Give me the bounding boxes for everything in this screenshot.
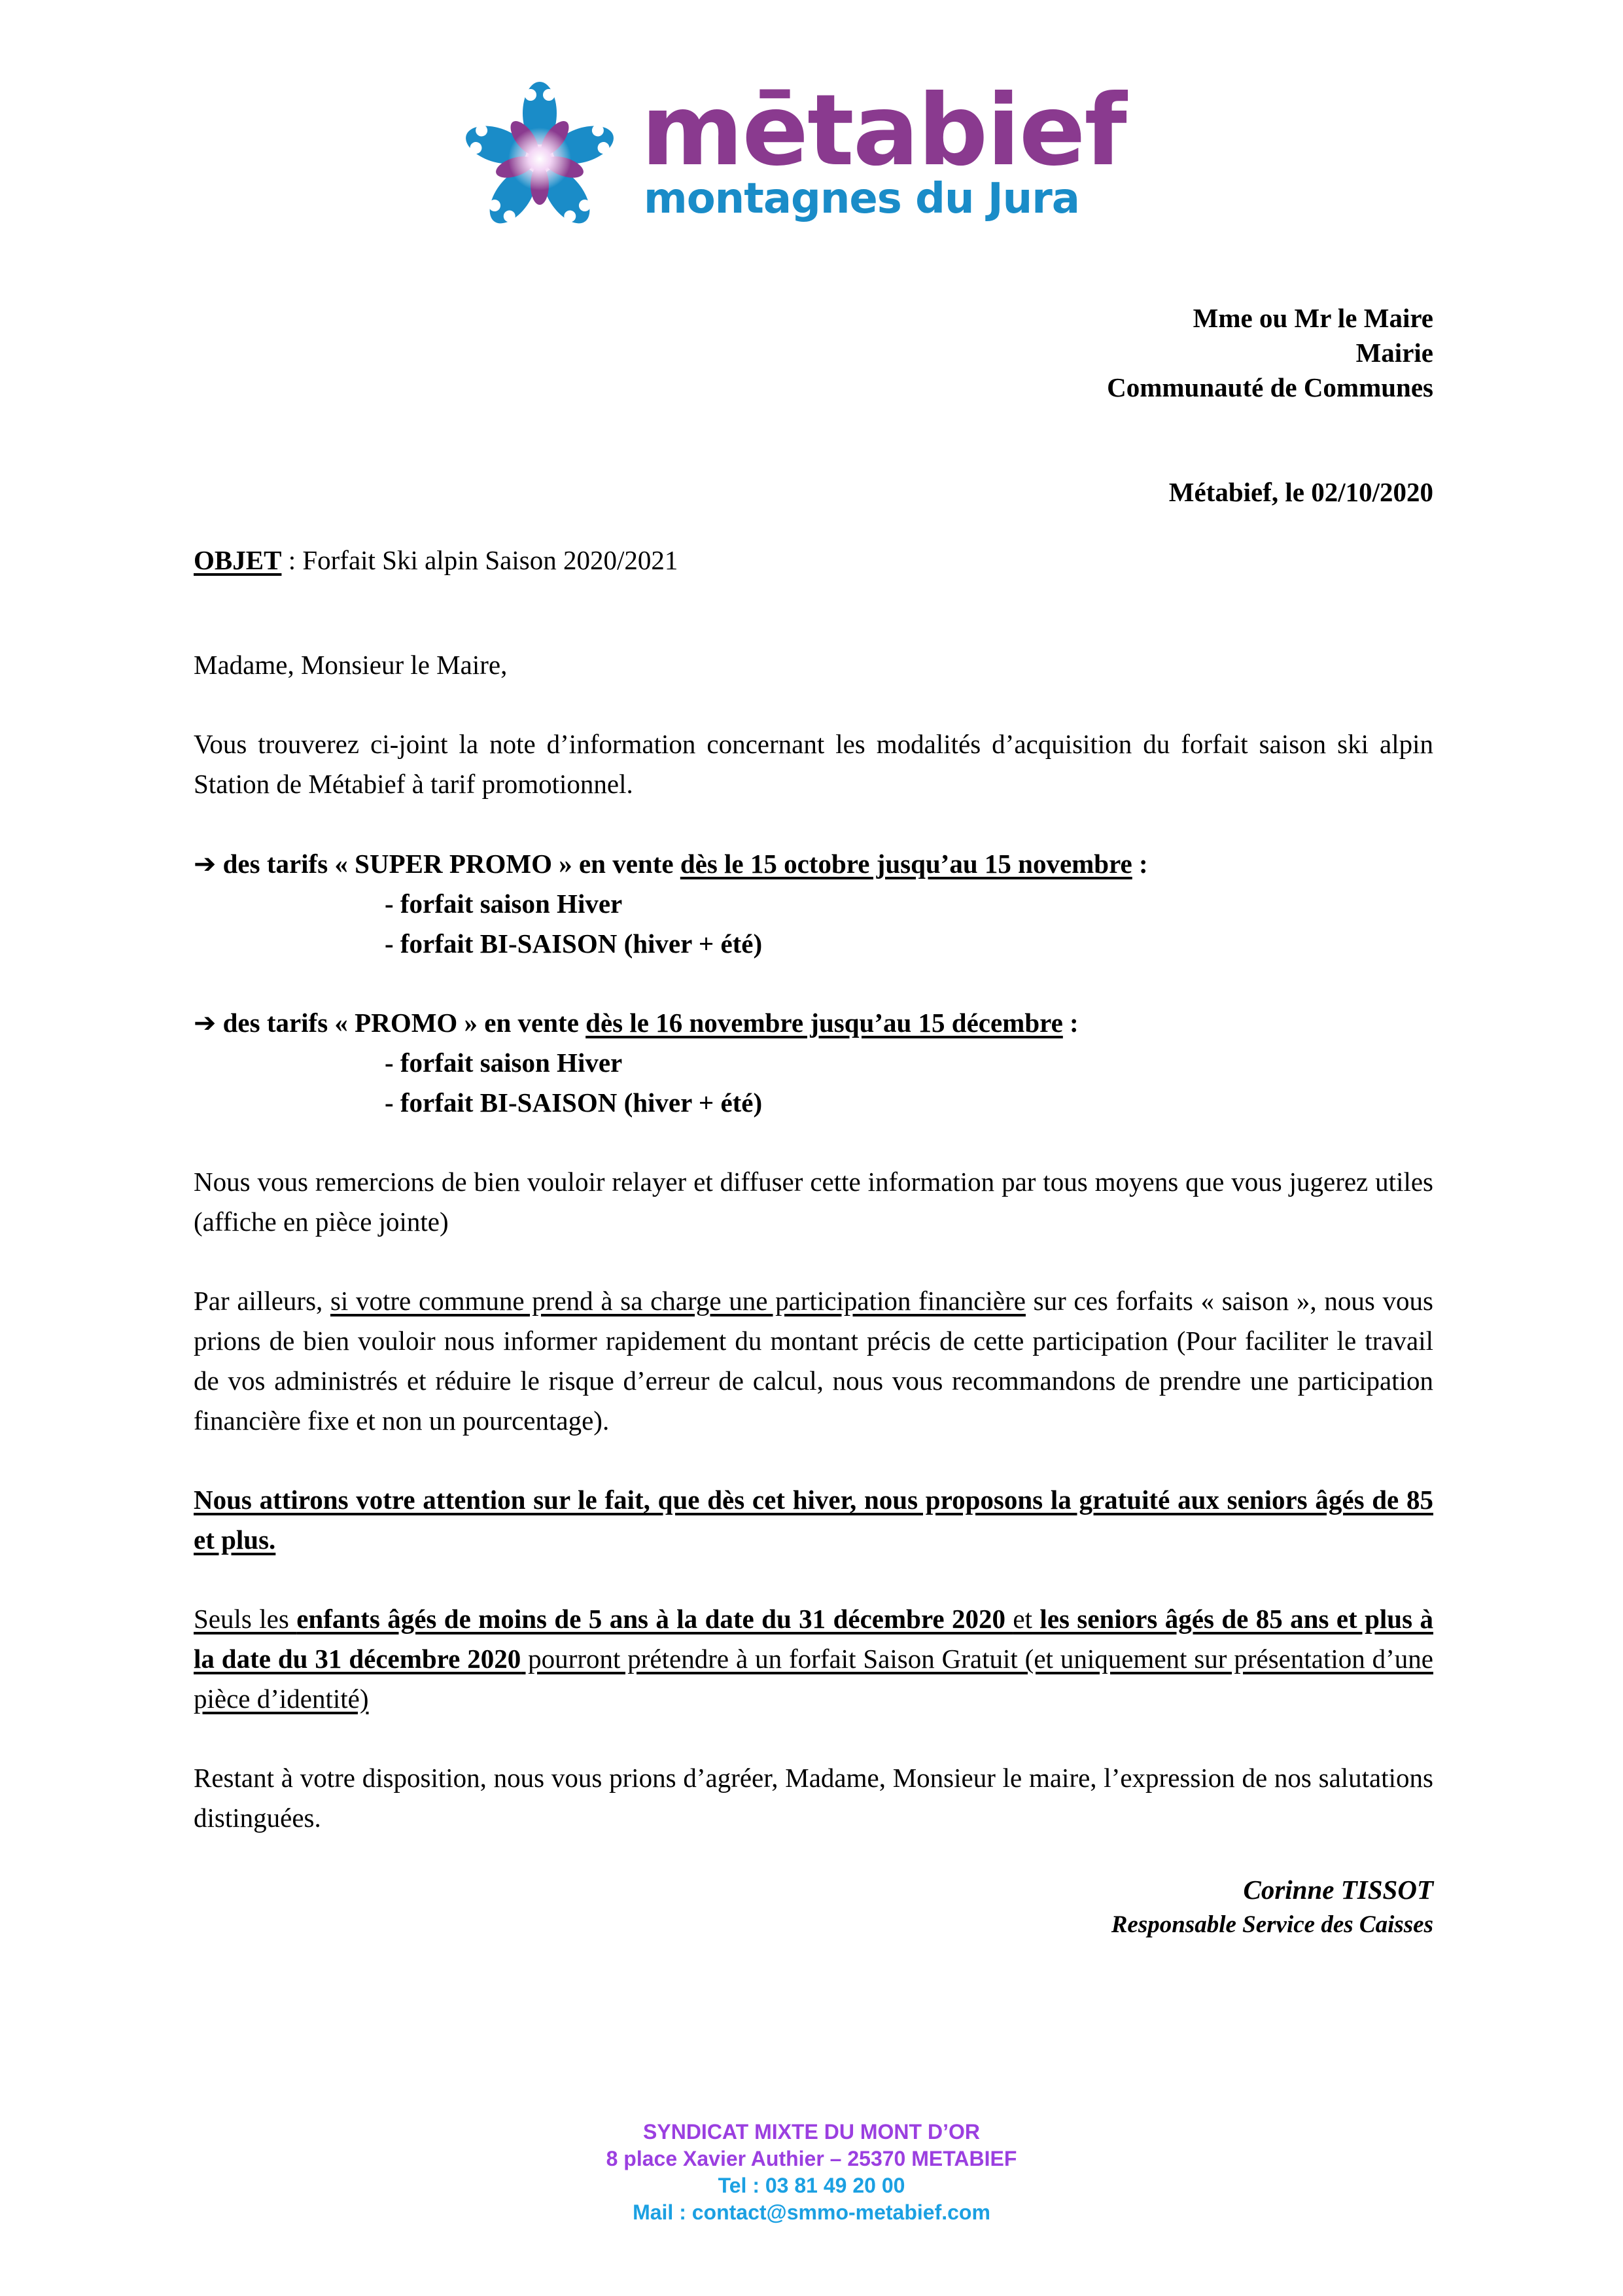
recipient-line: Communauté de Communes bbox=[1107, 372, 1433, 402]
logo-name: mētabief bbox=[641, 74, 1126, 188]
offer-period: dès le 15 octobre jusqu’au 15 novembre bbox=[680, 849, 1132, 879]
offer-lead: des tarifs « PROMO » en vente bbox=[216, 1008, 586, 1038]
arrow-right-icon: ➔ bbox=[194, 848, 217, 879]
signature-name: Corinne TISSOT bbox=[1243, 1875, 1433, 1905]
recipient-line: Mairie bbox=[1355, 338, 1433, 368]
participation-lead: Par ailleurs, bbox=[194, 1286, 330, 1316]
offer-lead: des tarifs « SUPER PROMO » en vente bbox=[216, 849, 680, 879]
subject-text: : Forfait Ski alpin Saison 2020/2021 bbox=[281, 545, 678, 575]
participation-rest: sur ces forfaits « saison », nous vous prions de bien vouloir nous informer rapidement du montant précis de cette participation (Pour faciliter le travail de vos administrés et réduire le risque d’erreur de calcul, nous vous recommandons de prendre une participation financière fixe et non un pourcentage). bbox=[194, 1286, 1433, 1436]
subject-line bbox=[194, 540, 1433, 580]
offer-promo bbox=[194, 1003, 1433, 1123]
footer-mail: Mail : contact@smmo-metabief.com bbox=[633, 2200, 990, 2224]
arrow-right-icon: ➔ bbox=[194, 1007, 217, 1038]
attention-paragraph: Nous attirons votre attention sur le fait, que dès cet hiver, nous proposons la gratuité aux seniors âgés de 85 et plus. bbox=[194, 1485, 1433, 1555]
participation-underlined: si votre commune prend à sa charge une participation financière bbox=[330, 1286, 1026, 1316]
recipient-line: Mme ou Mr le Maire bbox=[1193, 303, 1433, 333]
footer-org: SYNDICAT MIXTE DU MONT D’OR bbox=[643, 2120, 980, 2144]
offer-line bbox=[194, 844, 1433, 884]
signature-title: Responsable Service des Caisses bbox=[1111, 1911, 1433, 1938]
free-text: Seuls les bbox=[194, 1604, 297, 1634]
free-children: enfants âgés de moins de 5 ans à la date du 31 décembre 2020 bbox=[296, 1604, 1013, 1634]
offer-line bbox=[194, 1003, 1433, 1043]
offer-period: dès le 16 novembre jusqu’au 15 décembre bbox=[585, 1008, 1063, 1038]
salutation: Madame, Monsieur le Maire, bbox=[194, 650, 508, 680]
closing-paragraph: Restant à votre disposition, nous vous prions d’agréer, Madame, Monsieur le maire, l’expression de nos salutations distinguées. bbox=[194, 1763, 1433, 1833]
offer-tail: : bbox=[1132, 849, 1148, 879]
recipient-block bbox=[1107, 301, 1433, 405]
footer-tel: Tel : 03 81 49 20 00 bbox=[718, 2174, 905, 2197]
offer-item: - forfait saison Hiver bbox=[385, 1048, 623, 1078]
signature-block bbox=[1111, 1873, 1433, 1942]
relay-paragraph: Nous vous remercions de bien vouloir relayer et diffuser cette information par tous moyens que vous jugerez utiles (affiche en pièce jointe) bbox=[194, 1167, 1433, 1237]
intro-paragraph: Vous trouverez ci-joint la note d’information concernant les modalités d’acquisition du forfait saison ski alpin Station de Métabief à tarif promotionnel. bbox=[194, 729, 1433, 799]
free-text: et bbox=[1013, 1604, 1033, 1634]
offer-item: - forfait BI-SAISON (hiver + été) bbox=[385, 928, 763, 959]
logo-subtitle: montagnes du Jura bbox=[644, 175, 1079, 223]
free-seniors: les seniors âgés de 85 ans et plus à la date du 31 décembre 2020 bbox=[194, 1604, 1433, 1674]
subject-label: OBJET bbox=[194, 545, 282, 575]
footer bbox=[0, 2119, 1623, 2226]
snowflake-icon bbox=[458, 77, 621, 241]
footer-address: 8 place Xavier Authier – 25370 METABIEF bbox=[606, 2147, 1017, 2170]
offer-super-promo bbox=[194, 844, 1433, 964]
offer-item: - forfait BI-SAISON (hiver + été) bbox=[385, 1087, 763, 1118]
offer-item: - forfait saison Hiver bbox=[385, 889, 623, 919]
offer-tail: : bbox=[1062, 1008, 1079, 1038]
metabief-logo bbox=[458, 74, 1164, 234]
participation-paragraph bbox=[194, 1281, 1433, 1441]
free-text: pourront prétendre à un forfait Saison Gratuit (et uniquement sur présentation d’une pièce d’identité) bbox=[194, 1644, 1433, 1714]
date-line: Métabief, le 02/10/2020 bbox=[1168, 477, 1433, 507]
free-pass-paragraph bbox=[194, 1599, 1433, 1719]
